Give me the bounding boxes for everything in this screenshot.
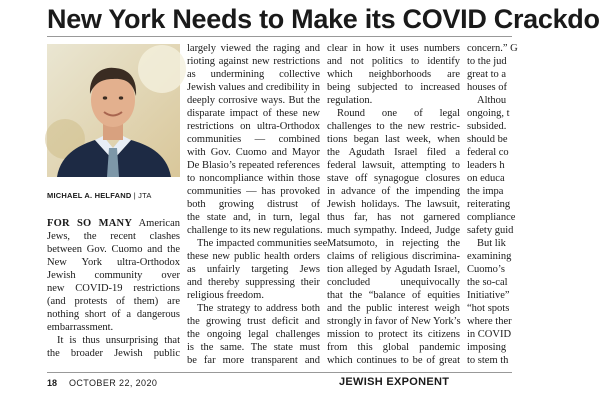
column-line: Jews, the recent clashes [47, 231, 180, 242]
column-line: in advance of the impending [327, 186, 460, 197]
column-line: these new public health orders [187, 251, 320, 262]
column-line: Jewish community over [47, 270, 180, 281]
column-line: the broader Jewish public [47, 348, 180, 359]
page-number: 18 [47, 378, 58, 388]
column-line: strongly in favor of New York’s [327, 316, 461, 327]
column-line: between Gov. Cuomo and the [47, 244, 180, 255]
column-line: challenge to its new regulations. [187, 225, 323, 236]
column-line: Round one of legal [337, 108, 460, 119]
publication-name: JEWISH EXPONENT [339, 376, 450, 388]
column-line: New York ultra-Orthodox [47, 257, 180, 268]
column-line: should be [467, 134, 508, 145]
column-line: Althou [477, 95, 507, 106]
column-line: concern.” G [467, 43, 518, 54]
column-line: De Blasio’s repeated references [187, 160, 320, 171]
column-line: houses of [467, 82, 507, 93]
author-portrait-image [47, 44, 180, 177]
column-line: rioting against new restrictions [187, 56, 320, 67]
column-line: both growing distrust of [187, 199, 320, 210]
column-line: Jewish values and credibility in [187, 82, 320, 93]
page-footer [47, 372, 512, 394]
column-line: that the “balance of equities [327, 290, 460, 301]
column-line: clear in how it uses numbers [327, 43, 460, 54]
column-line: subsided. [467, 121, 507, 132]
column-line: where ther [467, 316, 512, 327]
column-line: with Gov. Cuomo and Mayor [187, 147, 320, 158]
agency-label: | JTA [133, 191, 152, 200]
column-line: tion alleged by Agudath Israel, [327, 264, 460, 275]
article-column-2 [187, 42, 328, 367]
column-line: the so-cal [467, 277, 508, 288]
column-line: the state and, in turn, legal [187, 212, 320, 223]
column-line: the impa [467, 186, 504, 197]
column-line: to stem th [467, 355, 509, 366]
column-line: Initiative” [467, 290, 510, 301]
column-line: which continues to be of great [327, 355, 460, 366]
column-line: leaders h [467, 160, 505, 171]
column-line: communities — has provoked [187, 186, 320, 197]
column-line: Jewish holidays. The lawsuit, [327, 199, 460, 210]
column-line: (and protests of them) are [47, 296, 180, 307]
column-line: ongoing, t [467, 108, 510, 119]
column-line: being subjected to increased [327, 82, 460, 93]
column-line: great to a [467, 69, 507, 80]
column-line: be far more transparent and [187, 355, 320, 366]
column-line: disparate impact of these new [187, 108, 320, 119]
article-column-1 [47, 217, 180, 360]
headline-rule [47, 36, 512, 37]
column-line: is the same. The state must [187, 342, 320, 353]
lead-in: FOR SO MANY [47, 218, 133, 229]
issue-date: OCTOBER 22, 2020 [69, 378, 158, 388]
column-line: to noncompliance within those [187, 173, 320, 184]
article-headline: New York Needs to Make its COVID Crackdo [47, 4, 600, 34]
column-line: thus far, has not garnered [327, 212, 460, 223]
column-line: religious freedom. [187, 290, 264, 301]
column-line: imposing [467, 342, 507, 353]
column-line: much sympathy. Indeed, Judge [327, 225, 460, 236]
column-line: stave off synagogue closures [327, 173, 460, 184]
column-line: on educa [467, 173, 505, 184]
column-line: The strategy to address both [197, 303, 320, 314]
column-line: American [132, 218, 180, 229]
article-column-3 [327, 42, 460, 367]
column-line: compliance [467, 212, 516, 223]
article-column-4 [467, 42, 527, 367]
column-line: It is thus unsurprising that [57, 335, 180, 346]
column-line: safety guid [467, 225, 514, 236]
author-name: MICHAEL A. HELFAND [47, 191, 132, 200]
column-line: The impacted communities see [197, 238, 328, 249]
column-line: reiterating [467, 199, 511, 210]
column-line: federal lawsuit, attempting to [327, 160, 460, 171]
column-line: as unfairly targeting Jews [187, 264, 320, 275]
column-line: deeply corrosive ways. But the [187, 95, 320, 106]
column-line: as undermining collective [187, 69, 320, 80]
column-line: But lik [477, 238, 506, 249]
column-line: embarrassment. [47, 322, 114, 333]
author-photo [47, 44, 180, 177]
column-line: the growing trust deficit and [187, 316, 320, 327]
column-line: in COVID [467, 329, 512, 340]
column-line: largely viewed the raging and [187, 43, 320, 54]
column-line: from this global pandemic [327, 342, 460, 353]
column-line: and thereby suppressing their [187, 277, 320, 288]
column-line: which neighborhoods are [327, 69, 460, 80]
column-line: communities — combined [187, 134, 320, 145]
column-line: the Agudath Israel filed a [327, 147, 460, 158]
column-line: tions began last week, when [327, 134, 460, 145]
column-line: new COVID-19 restrictions [47, 283, 180, 294]
column-line: the ongoing legal challenges [187, 329, 320, 340]
column-line: and not politics to identify [327, 56, 460, 67]
photo-credit [47, 191, 180, 200]
column-line: examining [467, 251, 512, 262]
column-line: challenges to the new restric- [327, 121, 460, 132]
column-line: and the public interest weigh [327, 303, 460, 314]
column-line: restrictions on ultra-Orthodox [187, 121, 320, 132]
column-line: “hot spots [467, 303, 510, 314]
column-line: Matsumoto, in rejecting the [327, 238, 460, 249]
column-line: federal co [467, 147, 509, 158]
column-line: concluded unequivocally [327, 277, 460, 288]
column-line: claims of religious discrimina- [327, 251, 460, 262]
column-line: regulation. [327, 95, 373, 106]
column-line: mission to protect its citizens [327, 329, 460, 340]
column-line: nothing short of a dangerous [47, 309, 180, 320]
column-line: Cuomo’s [467, 264, 505, 275]
column-line: to the jud [467, 56, 507, 67]
column-line [47, 217, 180, 230]
